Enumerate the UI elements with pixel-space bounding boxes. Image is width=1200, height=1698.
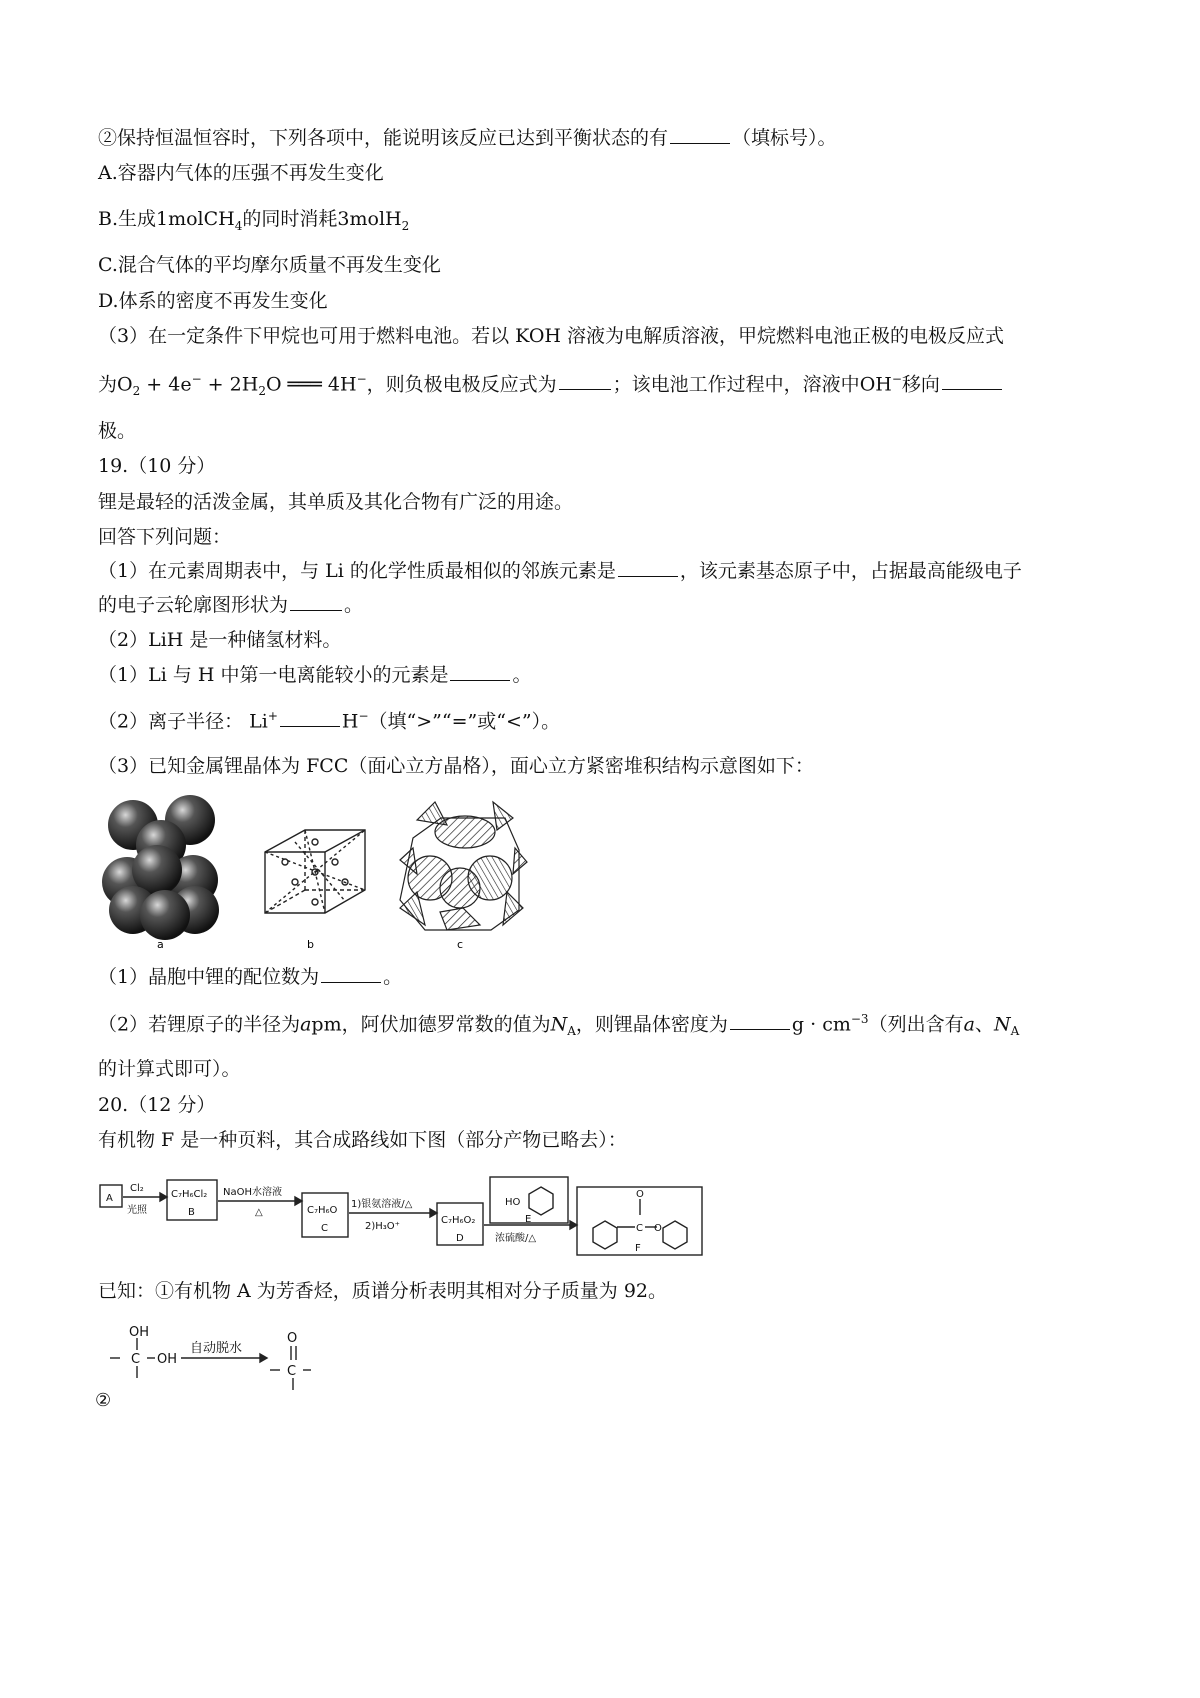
box-d-formula: C₇H₆O₂ <box>441 1215 476 1226</box>
answer-blank[interactable] <box>670 142 730 144</box>
q18-part2-item2 <box>98 127 837 150</box>
q19-p3-2 <box>98 1012 1019 1039</box>
var-na: N <box>550 1013 568 1036</box>
eq-e: + 4e <box>140 373 192 396</box>
eq-sub2: 2 <box>258 384 266 399</box>
known-reaction-2 <box>95 1320 325 1410</box>
q19-p3-2-pre: （2）若锂原子的半径为 <box>98 1013 301 1036</box>
arrow2-bottom: △ <box>255 1207 263 1218</box>
q19-p1b <box>98 594 363 617</box>
answer-blank[interactable] <box>290 609 342 611</box>
q19-p2-2 <box>98 709 560 733</box>
h-sup: − <box>358 709 369 723</box>
q18-part3b-tail: 移向 <box>901 373 940 396</box>
known2-oh-top: OH <box>129 1325 150 1340</box>
q18-option-c: C.混合气体的平均摩尔质量不再发生变化 <box>98 254 441 276</box>
q18-optb-pre: B.生成 <box>98 208 157 230</box>
q19-p2-2-pre: （2）离子半径： <box>98 710 244 733</box>
answer-blank[interactable] <box>450 679 510 681</box>
box-e-ho: HO <box>505 1197 521 1208</box>
f-ester-o: O <box>654 1223 662 1234</box>
known2-carbon: C <box>131 1352 141 1367</box>
q19-p3-2-line2: 的计算式即可）。 <box>98 1058 241 1080</box>
answer-blank[interactable] <box>730 1028 790 1030</box>
known2-o: O <box>287 1331 298 1346</box>
box-b-label: B <box>188 1207 195 1218</box>
li-sup: + <box>267 709 278 723</box>
q18-part2-item2-tail: （填标号）。 <box>732 127 837 149</box>
f-carbonyl-o: O <box>636 1189 644 1200</box>
fcc-structure-figure <box>95 790 535 955</box>
figure-a-spheres <box>102 795 219 940</box>
box-c-label: C <box>321 1223 328 1234</box>
var-a: a <box>300 1013 312 1036</box>
q19-p2: （2）LiH 是一种储氢材料。 <box>98 629 342 651</box>
q18-option-a: A.容器内气体的压强不再发生变化 <box>98 162 384 184</box>
q18-part3-line3: 极。 <box>98 420 137 442</box>
q19-header: 19.（10 分） <box>98 455 216 477</box>
f-carbon: C <box>636 1223 643 1234</box>
arrow2-top: NaOH水溶液 <box>223 1187 282 1198</box>
q18-optb-mid2: 的同时消耗 <box>242 208 338 230</box>
q19-p1a-pre: （1）在元素周期表中，与 Li 的化学性质最相似的邻族元素是 <box>98 560 616 582</box>
q18-part3: （3）在一定条件下甲烷也可用于燃料电池。若以 KOH 溶液为电解质溶液，甲烷燃料电池正极的电极反应式 <box>98 325 1005 347</box>
answer-blank[interactable] <box>280 725 340 727</box>
q18-optb-sub2: 2 <box>401 218 410 233</box>
answer-blank[interactable] <box>942 388 1002 390</box>
eq-sub: 2 <box>132 384 141 399</box>
q20-header: 20.（12 分） <box>98 1094 216 1116</box>
q20-intro: 有机物 F 是一种页料，其合成路线如下图（部分产物已略去）： <box>98 1129 627 1151</box>
q19-p3: （3）已知金属锂晶体为 FCC（面心立方晶格），面心立方紧密堆积结构示意图如下： <box>98 755 814 777</box>
q18-optb-ch4: 1molCH <box>156 208 235 230</box>
unit-g-cm: g · cm <box>791 1013 851 1036</box>
var-na-sub: A <box>567 1024 576 1039</box>
arrow4-bottom: 浓硫酸/△ <box>495 1233 537 1244</box>
q19-p1b-pre: 的电子云轮廓图形状为 <box>98 594 289 616</box>
answer-blank[interactable] <box>618 575 678 577</box>
eq-oh: O ═══ 4H <box>265 373 357 396</box>
q19-p3-1-pre: （1）晶胞中锂的配位数为 <box>98 966 320 988</box>
q19-p2-1-pre: （1）Li 与 H 中第一电离能较小的元素是 <box>98 664 449 686</box>
q19-p3-2-pm: pm，阿伏加德罗常数的值为 <box>311 1013 551 1036</box>
arrow3-bottom: 2)H₃O⁺ <box>365 1221 400 1232</box>
q19-p2-2-tail: （填“>”“=”或“<”）。 <box>368 710 561 733</box>
q18-part2-item2-text: ②保持恒温恒容时，下列各项中，能说明该反应已达到平衡状态的有 <box>98 127 669 149</box>
arrow1-bottom: 光照 <box>127 1205 147 1216</box>
eq-sup: − <box>191 372 202 386</box>
var-na2: N <box>993 1013 1011 1036</box>
separator: 、 <box>974 1013 994 1036</box>
q18-option-b <box>98 208 409 233</box>
known2-arrow-label: 自动脱水 <box>190 1341 243 1356</box>
box-c-formula: C₇H₆O <box>307 1205 338 1216</box>
figure-label-a: a <box>157 938 164 951</box>
eq-h: + 2H <box>201 373 259 396</box>
box-e-label: E <box>525 1214 532 1225</box>
q19-p3-1-tail: 。 <box>383 966 403 988</box>
arrow3-top: 1)银氨溶液/△ <box>351 1199 413 1210</box>
q18-optb-sub1: 4 <box>234 218 243 233</box>
oh-sup: − <box>891 372 902 386</box>
figure-label-c: c <box>457 938 464 951</box>
arrow1-top: Cl₂ <box>130 1183 144 1194</box>
var-a2: a <box>963 1013 975 1036</box>
figure-b-cube <box>265 830 365 913</box>
q18-part3b-mid2: ；该电池工作过程中，溶液中 <box>612 373 860 396</box>
box-f-label: F <box>635 1243 641 1254</box>
answer-blank[interactable] <box>321 981 381 983</box>
q18-part3b-mid: ，则负极电极反应式为 <box>366 373 557 396</box>
q19-p1b-tail: 。 <box>344 594 364 616</box>
q19-p2-1-tail: 。 <box>512 664 532 686</box>
box-b-formula: C₇H₆Cl₂ <box>171 1189 208 1200</box>
eq-o: O <box>117 373 133 396</box>
scheme-a-label: A <box>106 1193 113 1204</box>
eq-sup2: − <box>356 372 367 386</box>
var-na2-sub: A <box>1010 1024 1020 1039</box>
figure-c-cutaway <box>400 802 527 930</box>
li-ion: Li <box>249 710 268 733</box>
unit-sup: −3 <box>850 1012 869 1026</box>
h-ion: H <box>341 710 359 733</box>
q20-known1: 已知：①有机物 A 为芳香烃，质谱分析表明其相对分子质量为 92。 <box>98 1280 668 1302</box>
known2-oh-right: OH <box>157 1352 178 1367</box>
q19-p2-1 <box>98 664 532 687</box>
q19-p3-1 <box>98 966 402 989</box>
q19-p3-2-tail: （列出含有 <box>868 1013 964 1036</box>
box-d-label: D <box>456 1233 464 1244</box>
q19-p3-2-mid: ，则锂晶体密度为 <box>575 1013 728 1036</box>
known2-carbon2: C <box>287 1364 297 1379</box>
q19-p1a <box>98 560 1022 583</box>
figure-label-b: b <box>307 938 314 951</box>
q19-answer-prompt: 回答下列问题： <box>98 526 232 548</box>
q18-option-d: D.体系的密度不再发生变化 <box>98 290 328 312</box>
answer-blank[interactable] <box>559 388 611 390</box>
q18-optb-h2: 3molH <box>337 208 402 230</box>
known2-mark: ② <box>95 1390 112 1410</box>
synthesis-scheme <box>95 1165 710 1265</box>
q19-p1a-tail: ，该元素基态原子中，占据最高能级电子 <box>679 560 1022 582</box>
q18-part3-line2 <box>98 372 1004 399</box>
q18-part3b-pre: 为 <box>98 373 118 396</box>
oh-ion: OH <box>859 373 892 396</box>
q19-intro: 锂是最轻的活泼金属，其单质及其化合物有广泛的用途。 <box>98 491 574 513</box>
